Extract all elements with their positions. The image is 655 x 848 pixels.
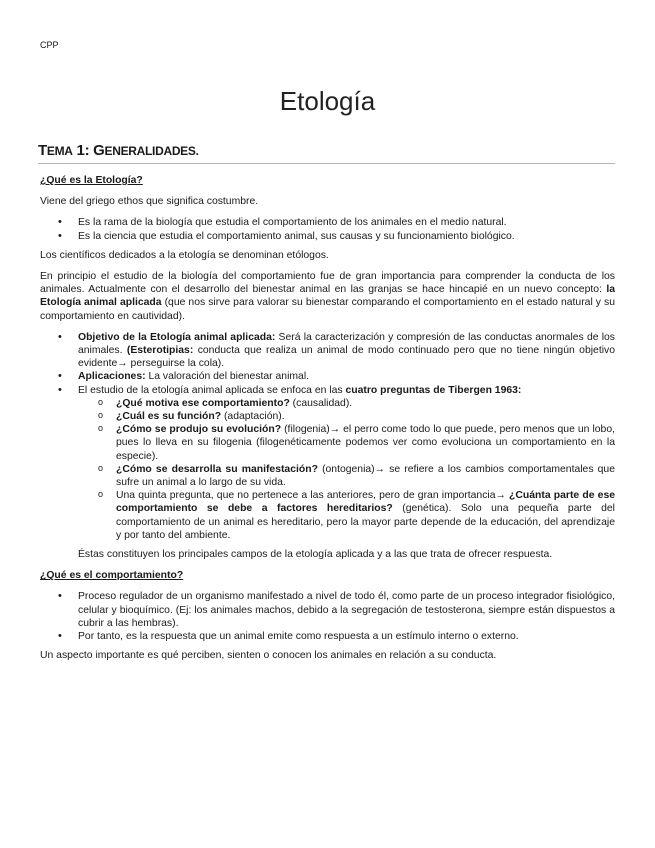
section-heading (38, 142, 615, 164)
intro-paragraph: Viene del griego ethos que significa costumbre. (40, 196, 259, 208)
comportamiento-item: • Proceso regulador de un organismo manifestado a nivel de todo él, como parte de un proceso integrador fisiológico, celular y bioquímico. (Ej: los animales machos, debido a la segregación de testosterona, siempre están dispuestos a cubrir a las hembras). (40, 590, 615, 630)
question-text: (ontogenia)→ se refiere a los cambios comportamentales que sufre un animal a lo largo de su vida. (116, 463, 615, 489)
page-header: CPP (40, 40, 59, 50)
closing-paragraph: Un aspecto importante es qué perciben, sienten o conocen los animales en relación a su conducta. (40, 650, 497, 662)
principio-paragraph (40, 270, 615, 323)
question-item (78, 489, 615, 542)
objetivo-label: Objetivo de la Etología animal aplicada: (78, 331, 276, 343)
heading-ema: EMA (46, 144, 73, 158)
question-item (78, 410, 615, 423)
question-bold: ¿Cuánta parte de ese comportamiento se debe a factores hereditarios? (116, 490, 615, 515)
question-bold: ¿Cuál es su función? (116, 411, 222, 423)
heading-t: T (38, 142, 47, 159)
heading-g: G (93, 142, 105, 159)
esterotipias-label: (Esterotipias: (126, 345, 194, 357)
aplicada-list (40, 331, 615, 542)
campos-paragraph: Éstas constituyen los principales campos de la etología aplicada y a las que trata de ofrecer respuesta. (78, 549, 553, 561)
document-body (40, 174, 615, 671)
question-text: Una quinta pregunta, que no pertenece a las anteriores, pero de gran importancia→ (116, 490, 510, 502)
question-item (78, 397, 615, 410)
definition-item: • Es la rama de la biología que estudia el comportamiento de los animales en el medio natural. (40, 216, 615, 229)
objetivo-text: Será la caracterización y compresión de las conductas anormales de los animales. (78, 331, 615, 357)
question-comportamiento: ¿Qué es el comportamiento? (40, 570, 184, 582)
question-text: (causalidad). (289, 397, 353, 409)
question-bold: ¿Qué motiva ese comportamiento? (116, 397, 290, 409)
aplicaciones-label: Aplicaciones: (78, 371, 146, 383)
question-etologia: ¿Qué es la Etología? (40, 175, 143, 186)
question-text-end: (genética). Solo una pequeña parte del comportamiento de un animal es hereditario, pero la mayor parte depende de la educación, del aprendizaje y por tanto del ambiente. (116, 503, 615, 541)
definition-list (40, 216, 615, 242)
objetivo-item (40, 331, 615, 371)
tinbergen-questions (78, 397, 615, 542)
heading-eneralidades: ENERALIDADES. (104, 144, 199, 158)
question-item (78, 463, 615, 489)
esterotipias-text: conducta que realiza un animal de modo continuado pero que no tiene ningún objetivo evidente→ perseguirse la cola). (78, 345, 615, 370)
aplicaciones-item (40, 370, 615, 383)
question-bold: ¿Cómo se produjo su evolución? (116, 424, 282, 436)
question-text: (adaptación). (221, 411, 285, 423)
estudio-bold: cuatro preguntas de Tibergen 1963: (345, 384, 522, 396)
definition-item: • Es la ciencia que estudia el comportamiento animal, sus causas y su funcionamiento biológico. (40, 230, 615, 243)
etologos-paragraph: Los científicos dedicados a la etología se denominan etólogos. (40, 249, 329, 261)
estudio-item (40, 384, 615, 542)
principio-text: En principio el estudio de la biología del comportamiento fue de gran importancia para comprender la conducta de los animales. Actualmente con el desarrollo del bienestar animal en las granjas se hace hincapié en un nuevo concepto: (40, 271, 615, 296)
comportamiento-item: • Por tanto, es la respuesta que un animal emite como respuesta a un estímulo interno o externo. (40, 630, 615, 643)
page-title: Etología (279, 86, 376, 116)
principio-bold: la Etología animal aplicada (40, 284, 615, 309)
question-item (78, 423, 615, 463)
question-text: (filogenia)→ el perro come todo lo que puede, pero menos que un lobo, pues lo lleva en su filogenia (filogenéticamente podemos ver como evoluciona un comportamiento en la especie). (116, 424, 615, 462)
heading-num: 1: (72, 142, 94, 159)
comportamiento-list (40, 590, 615, 643)
question-bold: ¿Cómo se desarrolla su manifestación? (116, 463, 318, 475)
estudio-text: El estudio de la etología animal aplicada se enfoca en las (78, 384, 346, 396)
principio-text-end: (que nos sirve para valorar su bienestar comparando el comportamiento en el estado natural y su comportamiento en cautividad). (40, 297, 615, 322)
aplicaciones-text: La valoración del bienestar animal. (145, 371, 310, 383)
